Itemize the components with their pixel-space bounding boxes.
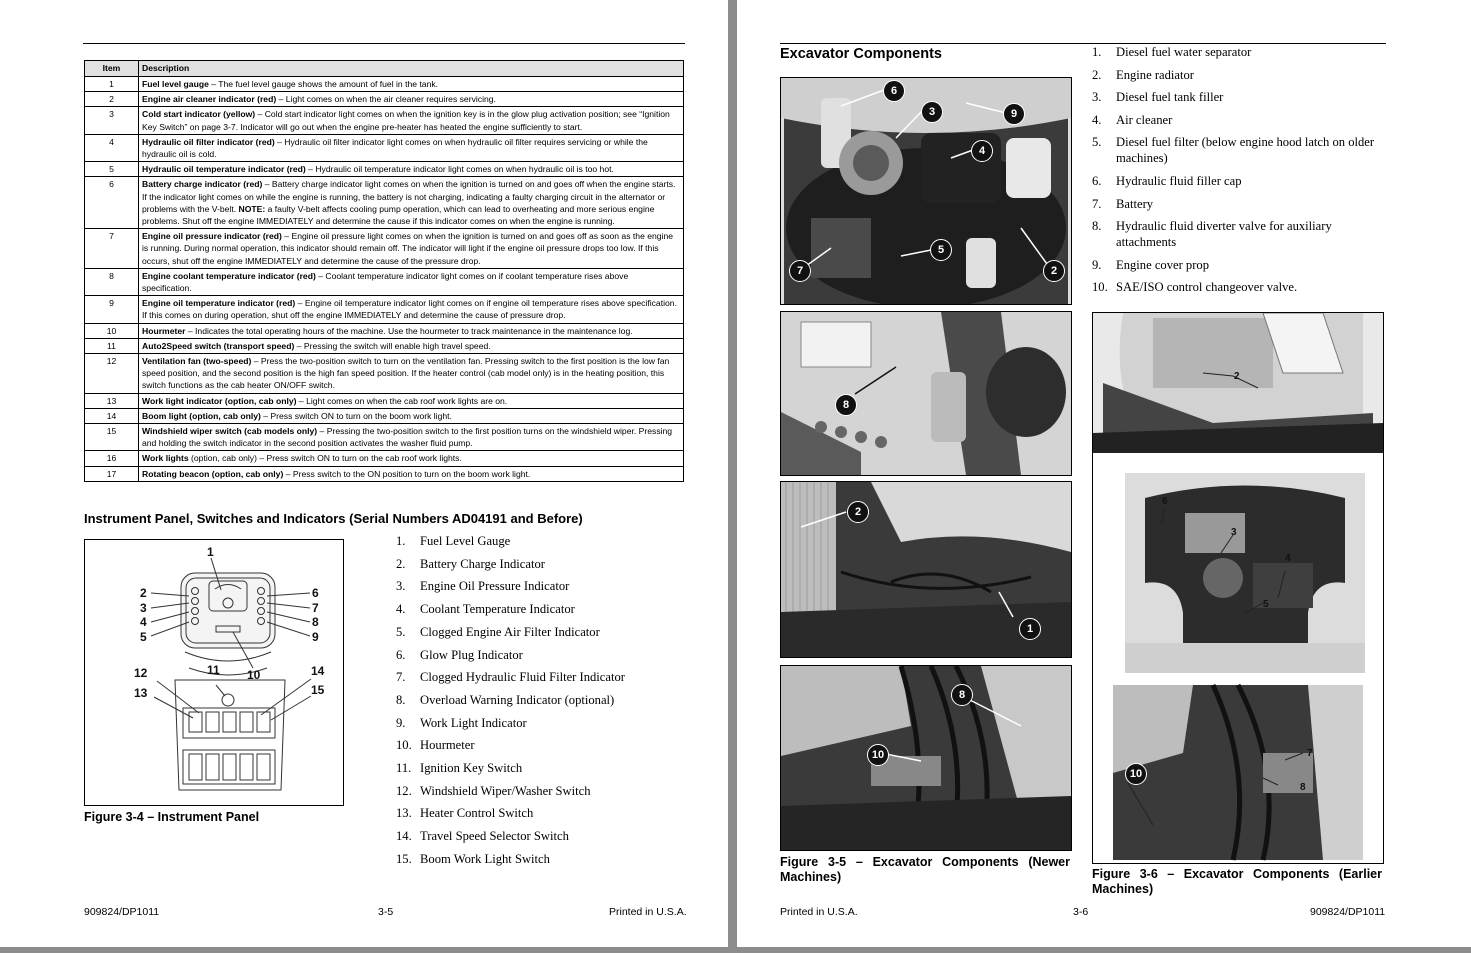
list-item-text: SAE/ISO control changeover valve. [1116, 280, 1298, 295]
photo-callout: 6 [883, 80, 905, 102]
list-item-number: 15. [396, 851, 412, 866]
photo-engine-compartment [780, 77, 1072, 305]
footer-page-number: 3-6 [1073, 906, 1089, 918]
figure-label-1: 1 [207, 545, 214, 559]
list-item-text: Coolant Temperature Indicator [420, 602, 575, 617]
photo-callout: 1 [1019, 618, 1041, 640]
item-number-cell: 1 [85, 77, 139, 92]
description-title: Boom light (option, cab only) [142, 410, 261, 421]
list-item-number: 11. [396, 761, 412, 776]
list-item-text: Glow Plug Indicator [420, 647, 523, 662]
description-text: – Indicates the total operating hours of the machine. Use the hourmeter to track maintenance in the maintenance log. [185, 325, 633, 336]
footer-right: 909824/DP1011 [1310, 906, 1386, 918]
description-text: (option, cab only) – Press switch ON to turn on the cab roof work lights. [188, 453, 462, 464]
description-text: – Press switch to the ON position to turn on the boom work light. [283, 468, 531, 479]
note-label: NOTE: [238, 203, 266, 214]
photo-callout: 7 [789, 260, 811, 282]
photo-callout: 8 [951, 684, 973, 706]
list-item [396, 712, 625, 735]
instrument-panel-drawing [85, 540, 343, 805]
description-text: – Press the two-position switch to turn on the ventilation fan. Pressing switch to the first position is the low fan speed position, and the second position is the high fan speed position. If the heater control (cab model only) is in the heating position, this switch functions as the cab heater ON/OFF switch. [142, 356, 670, 391]
description-cell [139, 107, 684, 134]
list-item [396, 734, 625, 757]
list-item-number: 9. [396, 715, 406, 730]
description-text: – Light comes on when the air cleaner requires servicing. [276, 94, 496, 105]
list-item-text: Battery [1116, 196, 1154, 211]
list-item [396, 553, 625, 576]
item-number-cell: 8 [85, 268, 139, 295]
callout-label: 2 [1234, 371, 1240, 382]
list-item-number: 8. [1092, 219, 1102, 234]
figure-label-4: 4 [140, 615, 147, 629]
callout-label: 3 [1231, 527, 1237, 538]
table-row [85, 424, 684, 451]
list-item-number: 6. [396, 647, 406, 662]
list-item-text: Boom Work Light Switch [420, 851, 550, 866]
figure-label-11: 11 [207, 663, 220, 677]
list-item-number: 10. [396, 738, 412, 753]
photo-callout: 8 [835, 394, 857, 416]
photo-callout: 3 [921, 101, 943, 123]
table-row [85, 92, 684, 107]
list-item [1092, 112, 1382, 128]
description-cell [139, 323, 684, 338]
list-item-number: 12. [396, 783, 412, 798]
list-item-text: Ignition Key Switch [420, 761, 523, 776]
list-item [396, 530, 625, 553]
description-text: – The fuel level gauge shows the amount of fuel in the tank. [208, 79, 439, 89]
footer-page-number: 3-5 [378, 906, 394, 918]
list-item [396, 780, 625, 803]
description-text: – Engine oil pressure light comes on when the ignition is turned on and goes off as soon as the engine is running. During normal operation, this indicator should remain off. The indicator will light if the engine oil pressure drops too low. If this occurs, shut off the engine IMMEDIATELY and determine the cause of the pressure drop. [142, 231, 674, 266]
photo-callout: 10 [867, 744, 889, 766]
description-title: Engine oil temperature indicator (red) [142, 298, 296, 309]
list-item [1092, 44, 1382, 60]
description-cell [139, 162, 684, 177]
list-item-number: 3. [396, 579, 406, 594]
description-text: – Pressing the switch will enable high travel speed. [294, 340, 491, 351]
list-item [396, 689, 625, 712]
table-row [85, 177, 684, 229]
table-row [85, 77, 684, 92]
photo-hoses [780, 665, 1072, 851]
description-cell [139, 229, 684, 269]
photo-callout: 5 [930, 239, 952, 261]
list-item [396, 757, 625, 780]
description-title: Auto2Speed switch (transport speed) [142, 340, 295, 351]
list-item-number: 4. [1092, 112, 1102, 127]
description-title: Hydraulic oil filter indicator (red) [142, 136, 275, 147]
figure-caption-newer: Figure 3-5 – Excavator Components (Newer Machines) [780, 855, 1070, 884]
list-item-number: 4. [396, 602, 406, 617]
item-number-cell: 7 [85, 229, 139, 269]
description-cell [139, 338, 684, 353]
description-text: – Cold start indicator light comes on when the ignition key is in the glow plug activation position; see “Ignition Key Switch” on page 3-7. Indicator will go out when the engine pre-heater has heated the engine sufficiently to start. [142, 109, 670, 132]
component-list [1092, 44, 1382, 302]
left-page [0, 0, 728, 947]
table-row [85, 107, 684, 134]
list-item-text: Air cleaner [1116, 112, 1173, 127]
list-item-number: 3. [1092, 90, 1102, 105]
callout-label: 5 [1263, 599, 1269, 610]
description-title: Cold start indicator (yellow) [142, 109, 256, 120]
description-title: Engine air cleaner indicator (red) [142, 94, 277, 105]
list-item-number: 7. [396, 670, 406, 685]
description-text: – Hydraulic oil temperature indicator light comes on when hydraulic oil is too hot. [305, 164, 614, 175]
description-title: Hydraulic oil temperature indicator (red) [142, 164, 306, 175]
callout-label: 8 [1300, 782, 1306, 793]
table-header-row [85, 61, 684, 77]
list-item-text: Clogged Hydraulic Fluid Filter Indicator [420, 670, 625, 685]
table-row [85, 134, 684, 161]
list-item [1092, 196, 1382, 212]
list-item-number: 14. [396, 829, 412, 844]
table-row [85, 338, 684, 353]
description-cell [139, 77, 684, 92]
figure-label-7: 7 [312, 601, 319, 615]
list-item-text: Hydraulic fluid diverter valve for auxiliary attachments [1116, 219, 1332, 250]
instrument-panel-figure [84, 539, 344, 806]
description-cell [139, 393, 684, 408]
item-number-cell: 2 [85, 92, 139, 107]
figure-caption-earlier: Figure 3-6 – Excavator Components (Earlier Machines) [1092, 867, 1382, 896]
list-item-number: 2. [396, 556, 406, 571]
list-item [396, 848, 625, 871]
table-row [85, 393, 684, 408]
list-item-number: 1. [1092, 45, 1102, 59]
photo-diverter-valve [780, 311, 1072, 476]
list-item-number: 13. [396, 806, 412, 821]
list-item-number: 1. [396, 534, 406, 548]
photo-callout: 10 [1125, 763, 1147, 785]
list-item-number: 5. [1092, 135, 1102, 150]
figure-earlier-machines [1092, 312, 1384, 864]
list-item-text: Hydraulic fluid filler cap [1116, 173, 1242, 188]
description-title: Work lights [142, 453, 189, 464]
list-item-text: Heater Control Switch [420, 806, 534, 821]
description-cell [139, 466, 684, 481]
item-number-cell: 13 [85, 393, 139, 408]
list-item [396, 575, 625, 598]
footer-left: 909824/DP1011 [84, 906, 160, 918]
callout-label: 6 [1162, 496, 1168, 507]
description-cell [139, 92, 684, 107]
list-item [1092, 218, 1382, 250]
description-text: – Hydraulic oil filter indicator light comes on when hydraulic oil filter requires servicing or while the hydraulic oil is cold. [142, 136, 648, 160]
list-item-text: Battery Charge Indicator [420, 556, 545, 571]
photo-callout: 2 [847, 501, 869, 523]
list-item [396, 666, 625, 689]
column-header-description: Description [139, 61, 684, 77]
figure-label-5: 5 [140, 630, 147, 644]
list-item-text: Engine cover prop [1116, 257, 1210, 272]
item-number-cell: 16 [85, 451, 139, 466]
description-title: Work light indicator (option, cab only) [142, 395, 297, 406]
list-item [396, 825, 625, 848]
list-item-number: 7. [1092, 196, 1102, 211]
section-heading: Instrument Panel, Switches and Indicators (Serial Numbers AD04191 and Before) [84, 511, 583, 526]
figure-label-2: 2 [140, 586, 147, 600]
description-cell [139, 134, 684, 161]
item-number-cell: 5 [85, 162, 139, 177]
table-row [85, 323, 684, 338]
item-number-cell: 12 [85, 354, 139, 394]
description-text: – Engine oil temperature indicator light comes on if engine oil temperature rises above specification. If this comes on during operation, shut off the engine IMMEDIATELY and determine the cause of pressure drop. [142, 298, 677, 321]
list-item [1092, 89, 1382, 105]
description-cell [139, 424, 684, 451]
callout-label: 4 [1285, 553, 1291, 564]
callout-label: 7 [1307, 748, 1313, 759]
footer-left: Printed in U.S.A. [780, 906, 858, 918]
description-text: – Coolant temperature indicator light comes on if coolant temperature rises above specification. [142, 270, 629, 294]
section-heading: Excavator Components [780, 46, 942, 62]
instrument-list [396, 530, 625, 871]
list-item-number: 5. [396, 624, 406, 639]
table-row [85, 229, 684, 269]
list-item [1092, 279, 1382, 295]
figure-label-13: 13 [134, 686, 148, 700]
item-number-cell: 15 [85, 424, 139, 451]
description-title: Windshield wiper switch (cab models only) [142, 426, 318, 437]
figure-label-14: 14 [311, 664, 325, 678]
item-number-cell: 17 [85, 466, 139, 481]
list-item-text: Clogged Engine Air Filter Indicator [420, 624, 600, 639]
description-title: Ventilation fan (two-speed) [142, 356, 252, 367]
description-table [84, 60, 684, 482]
list-item [396, 598, 625, 621]
list-item [1092, 257, 1382, 273]
list-item-text: Diesel fuel tank filler [1116, 90, 1224, 105]
photo-callout: 9 [1003, 103, 1025, 125]
description-title: Battery charge indicator (red) [142, 179, 263, 190]
description-title: Engine oil pressure indicator (red) [142, 231, 282, 242]
table-row [85, 296, 684, 323]
list-item-text: Windshield Wiper/Washer Switch [420, 783, 591, 798]
list-item [1092, 134, 1382, 166]
photo-radiator [780, 481, 1072, 658]
description-cell [139, 177, 684, 229]
column-header-item: Item [85, 61, 139, 77]
description-text: – Light comes on when the cab roof work lights are on. [296, 395, 508, 406]
description-title: Hourmeter [142, 325, 186, 336]
right-page [737, 0, 1471, 947]
list-item-number: 2. [1092, 67, 1102, 82]
description-text: – Battery charge indicator light comes on when the ignition is turned on and goes off when the engine starts. If the indicator light comes on while the engine is running, the battery is not charging, indicating a faulty charging circuit in the alternator or problems with the V-belt. [142, 179, 676, 214]
item-number-cell: 10 [85, 323, 139, 338]
description-cell [139, 296, 684, 323]
list-item-number: 6. [1092, 173, 1102, 188]
figure-label-6: 6 [312, 586, 319, 600]
table-row [85, 408, 684, 423]
table-row [85, 451, 684, 466]
figure-label-10: 10 [247, 668, 261, 682]
item-number-cell: 4 [85, 134, 139, 161]
description-title: Rotating beacon (option, cab only) [142, 468, 284, 479]
description-cell [139, 408, 684, 423]
list-item-number: 8. [396, 692, 406, 707]
item-number-cell: 3 [85, 107, 139, 134]
list-item [1092, 67, 1382, 83]
description-title: Engine coolant temperature indicator (red) [142, 270, 316, 281]
list-item-text: Travel Speed Selector Switch [420, 829, 569, 844]
figure-label-9: 9 [312, 630, 319, 644]
figure-label-12: 12 [134, 666, 148, 680]
list-item-text: Hourmeter [420, 738, 475, 753]
description-cell [139, 451, 684, 466]
description-title: Fuel level gauge [142, 79, 209, 89]
figure-label-15: 15 [311, 683, 325, 697]
photo-callout: 2 [1043, 260, 1065, 282]
table-row [85, 354, 684, 394]
list-item [396, 621, 625, 644]
figure-label-8: 8 [312, 615, 319, 629]
list-item-text: Diesel fuel filter (below engine hood latch on older machines) [1116, 135, 1375, 166]
list-item-text: Diesel fuel water separator [1116, 45, 1252, 59]
footer-right: Printed in U.S.A. [609, 906, 687, 918]
item-number-cell: 11 [85, 338, 139, 353]
photo-callout: 4 [971, 140, 993, 162]
top-rule [83, 43, 685, 44]
list-item-text: Fuel Level Gauge [420, 534, 511, 548]
list-item-text: Engine radiator [1116, 67, 1194, 82]
list-item-number: 10. [1092, 280, 1108, 295]
table-row [85, 466, 684, 481]
description-text: – Pressing the two-position switch to the first position turns on the windshield wiper. Pressing and holding the switch indicator in the second position activates the washer fluid pump. [142, 426, 673, 449]
list-item [1092, 173, 1382, 189]
description-text: – Press switch ON to turn on the boom work light. [260, 410, 452, 421]
description-cell [139, 354, 684, 394]
description-cell [139, 268, 684, 295]
item-number-cell: 14 [85, 408, 139, 423]
list-item-text: Overload Warning Indicator (optional) [420, 692, 615, 707]
table-row [85, 268, 684, 295]
list-item-text: Work Light Indicator [420, 715, 527, 730]
list-item [396, 802, 625, 825]
item-number-cell: 9 [85, 296, 139, 323]
figure-caption: Figure 3-4 – Instrument Panel [84, 810, 260, 824]
list-item-text: Engine Oil Pressure Indicator [420, 579, 570, 594]
note-text: a faulty V-belt affects cooling pump operation, which can lead to overheating and more serious engine problems. Shut off the engine IMMEDIATELY and determine the cause if this indicator comes on when the engine is running. [142, 203, 655, 227]
list-item [396, 644, 625, 667]
list-item-number: 9. [1092, 257, 1102, 272]
item-number-cell: 6 [85, 177, 139, 229]
table-row [85, 162, 684, 177]
figure-label-3: 3 [140, 601, 147, 615]
